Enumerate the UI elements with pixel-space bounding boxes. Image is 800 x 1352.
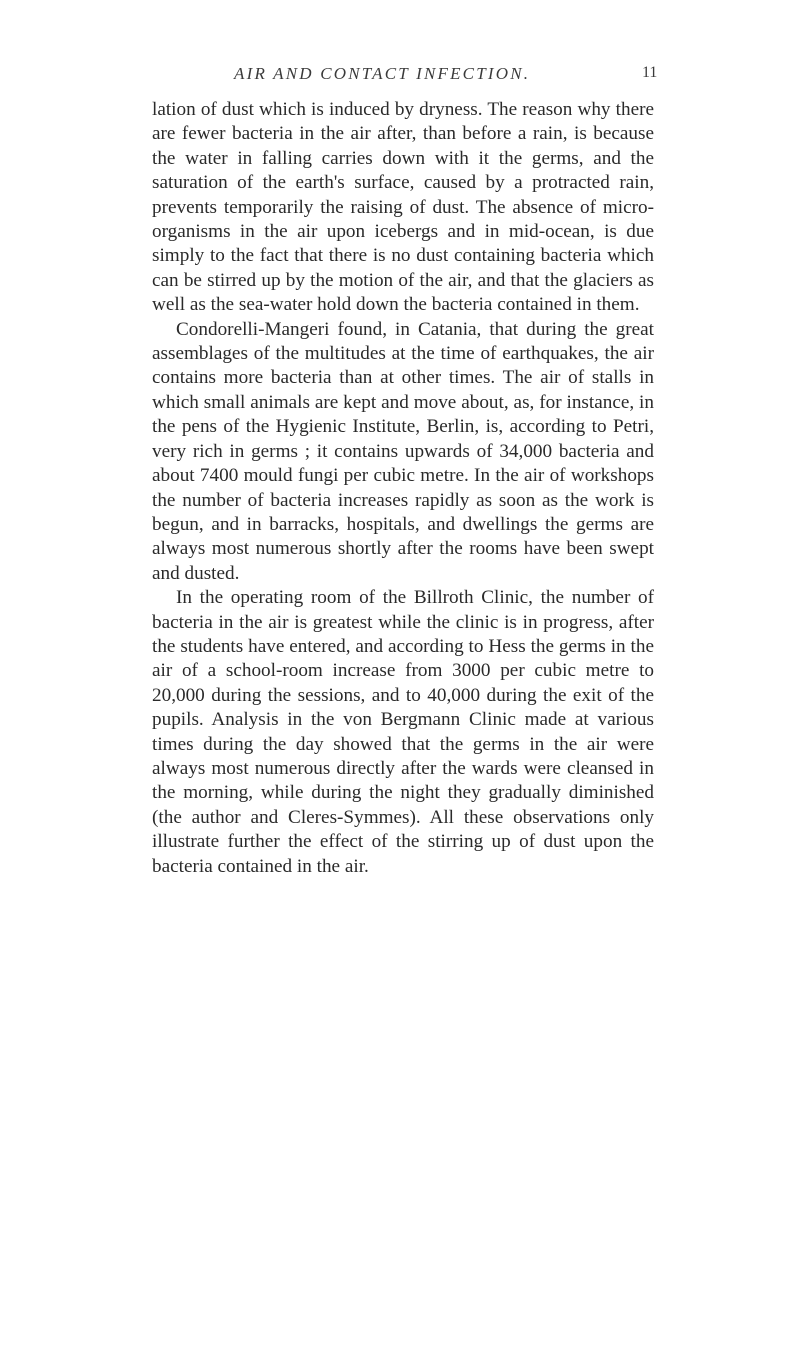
page-number: 11 xyxy=(642,64,658,81)
running-head xyxy=(0,64,800,88)
paragraph-condorelli-mangeri: Condorelli-Mangeri found, in Catania, that during the great assemblages of the multitudes at the time of earthquakes, the air contains more bacteria than at other times. The air of stalls in which small animals are kept and move about, as, for instance, in the pens of the Hygienic Institute, Berlin, is, according to Petri, very rich in germs ; it contains upwards of 34,000 bacteria and about 7400 mould fungi per cubic metre. In the air of workshops the number of bacteria increases rapidly as soon as the work is begun, and in barracks, hospitals, and dwellings the germs are always most numerous shortly after the rooms have been swept and dusted. xyxy=(152,318,654,584)
paragraph-continuation: lation of dust which is induced by dryness. The reason why there are fewer bacteria in the air after, than before a rain, is because the water in falling carries down with it the germs, and the saturation of the earth's surface, caused by a protracted rain, prevents temporarily the raising of dust. The absence of micro-organisms in the air upon icebergs and in mid-ocean, is due simply to the fact that there is no dust containing bacteria which can be stirred up by the motion of the air, and that the glaciers as well as the sea-water hold down the bacteria contained in them. xyxy=(152,99,654,316)
body-text xyxy=(152,98,654,879)
paragraph-billroth-clinic: In the operating room of the Billroth Clinic, the number of bacteria in the air is greatest while the clinic is in progress, after the students have entered, and according to Hess the germs in the air of a school-room increase from 3000 per cubic metre to 20,000 during the sessions, and to 40,000 during the exit of the pupils. Analysis in the von Bergmann Clinic made at various times during the day showed that the germs in the air were always most numerous directly after the wards were cleansed in the morning, while during the night they gradually diminished (the author and Cleres-Symmes). All these observations only illustrate further the effect of the stirring up of dust upon the bacteria contained in the air. xyxy=(152,587,654,877)
running-title: AIR AND CONTACT INFECTION. xyxy=(234,64,531,83)
